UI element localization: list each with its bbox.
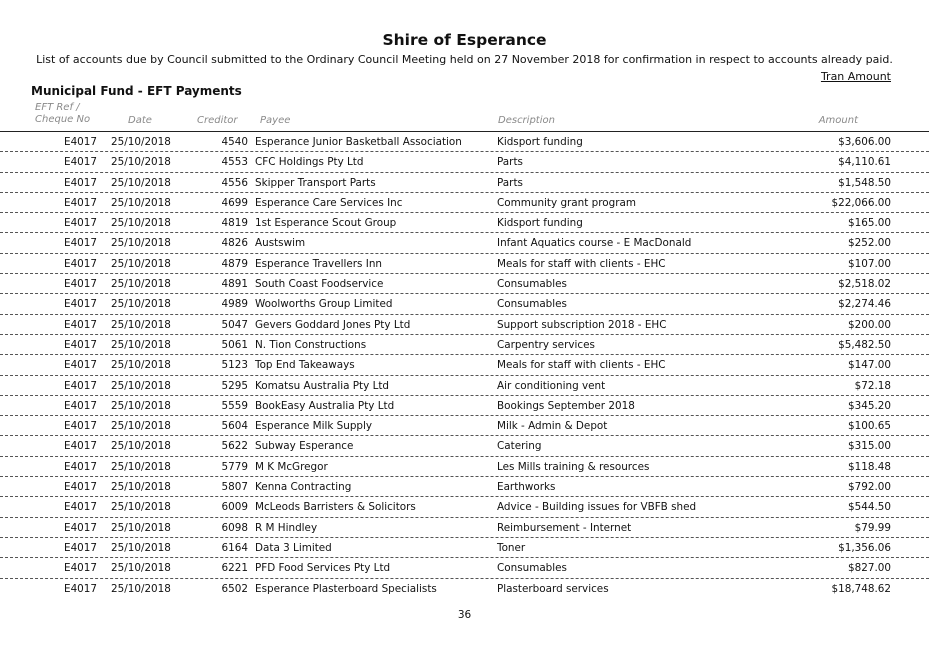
row-creditor: 4540 bbox=[221, 136, 248, 148]
row-ref: E4017 bbox=[64, 521, 98, 534]
row-date: 25/10/2018 bbox=[111, 237, 171, 250]
row-amount: $72.18 bbox=[854, 379, 891, 392]
table-row bbox=[0, 315, 929, 335]
row-date: 25/10/2018 bbox=[111, 521, 171, 534]
column-header-ref: EFT Ref / Cheque No bbox=[35, 102, 91, 125]
row-payee: BookEasy Australia Pty Ltd bbox=[255, 399, 395, 412]
row-payee: Austswim bbox=[255, 237, 306, 250]
row-description: Earthworks bbox=[497, 481, 556, 494]
row-description: Les Mills training & resources bbox=[497, 460, 650, 473]
row-description: Reimbursement - Internet bbox=[497, 521, 632, 534]
row-ref: E4017 bbox=[64, 359, 98, 372]
row-ref: E4017 bbox=[64, 237, 98, 250]
row-ref: E4017 bbox=[64, 541, 98, 554]
row-description: Parts bbox=[497, 156, 523, 169]
row-payee: Esperance Care Services Inc bbox=[255, 196, 403, 209]
row-payee: PFD Food Services Pty Ltd bbox=[255, 562, 391, 575]
table-row bbox=[0, 436, 929, 456]
row-date: 25/10/2018 bbox=[111, 278, 171, 291]
page-number: 36 bbox=[457, 609, 472, 621]
table-row bbox=[0, 173, 929, 193]
row-description: Support subscription 2018 - EHC bbox=[497, 318, 667, 331]
row-amount: $79.99 bbox=[854, 521, 891, 534]
row-creditor: 4891 bbox=[221, 278, 248, 291]
row-ref: E4017 bbox=[64, 318, 98, 331]
row-amount: $345.20 bbox=[848, 399, 891, 412]
row-creditor: 4826 bbox=[221, 237, 248, 250]
row-description: Air conditioning vent bbox=[497, 379, 606, 392]
row-amount: $3,606.00 bbox=[838, 136, 891, 148]
row-creditor: 5559 bbox=[221, 399, 248, 412]
table-row bbox=[0, 132, 929, 152]
row-amount: $792.00 bbox=[848, 481, 891, 494]
row-date: 25/10/2018 bbox=[111, 582, 171, 595]
row-payee: South Coast Foodservice bbox=[255, 278, 384, 291]
table-row bbox=[0, 579, 929, 598]
row-amount: $100.65 bbox=[848, 420, 891, 433]
row-payee: N. Tion Constructions bbox=[255, 338, 367, 351]
row-creditor: 4879 bbox=[221, 257, 248, 270]
tran-amount-label: Tran Amount bbox=[820, 70, 891, 83]
row-ref: E4017 bbox=[64, 217, 98, 230]
row-date: 25/10/2018 bbox=[111, 136, 171, 148]
table-row bbox=[0, 152, 929, 172]
table-row bbox=[0, 518, 929, 538]
row-ref: E4017 bbox=[64, 379, 98, 392]
row-amount: $1,548.50 bbox=[838, 176, 891, 189]
row-payee: Gevers Goddard Jones Pty Ltd bbox=[255, 318, 411, 331]
row-ref: E4017 bbox=[64, 440, 98, 453]
row-date: 25/10/2018 bbox=[111, 541, 171, 554]
row-amount: $5,482.50 bbox=[838, 338, 891, 351]
row-payee: M K McGregor bbox=[255, 460, 328, 473]
row-ref: E4017 bbox=[64, 420, 98, 433]
row-creditor: 5807 bbox=[221, 481, 248, 494]
column-header-date: Date bbox=[128, 115, 152, 126]
row-date: 25/10/2018 bbox=[111, 196, 171, 209]
payments-table-body bbox=[0, 132, 929, 598]
row-creditor: 4819 bbox=[221, 217, 248, 230]
row-date: 25/10/2018 bbox=[111, 338, 171, 351]
table-row bbox=[0, 477, 929, 497]
row-description: Infant Aquatics course - E MacDonald bbox=[497, 237, 692, 250]
row-date: 25/10/2018 bbox=[111, 420, 171, 433]
row-ref: E4017 bbox=[64, 501, 98, 514]
row-payee: Esperance Travellers Inn bbox=[255, 257, 382, 270]
row-ref: E4017 bbox=[64, 399, 98, 412]
row-description: Consumables bbox=[497, 562, 567, 575]
row-description: Advice - Building issues for VBFB shed bbox=[497, 501, 697, 514]
row-description: Consumables bbox=[497, 298, 567, 311]
row-creditor: 5295 bbox=[221, 379, 248, 392]
row-amount: $1,356.06 bbox=[838, 541, 891, 554]
row-amount: $107.00 bbox=[848, 257, 891, 270]
row-payee: CFC Holdings Pty Ltd bbox=[255, 156, 364, 169]
row-creditor: 5047 bbox=[221, 318, 248, 331]
row-date: 25/10/2018 bbox=[111, 156, 171, 169]
column-header-amount: Amount bbox=[818, 115, 858, 126]
row-payee: 1st Esperance Scout Group bbox=[255, 217, 397, 230]
row-description: Meals for staff with clients - EHC bbox=[497, 359, 666, 372]
table-row bbox=[0, 497, 929, 517]
row-date: 25/10/2018 bbox=[111, 298, 171, 311]
row-creditor: 4553 bbox=[221, 156, 248, 169]
row-date: 25/10/2018 bbox=[111, 176, 171, 189]
row-creditor: 6502 bbox=[221, 582, 248, 595]
table-row bbox=[0, 233, 929, 253]
row-description: Meals for staff with clients - EHC bbox=[497, 257, 666, 270]
table-row bbox=[0, 355, 929, 375]
row-creditor: 4989 bbox=[221, 298, 248, 311]
row-description: Parts bbox=[497, 176, 523, 189]
row-payee: Esperance Plasterboard Specialists bbox=[255, 582, 437, 595]
row-payee: Esperance Junior Basketball Association bbox=[255, 136, 462, 148]
table-row bbox=[0, 274, 929, 294]
row-payee: R M Hindley bbox=[255, 521, 318, 534]
table-header bbox=[0, 101, 929, 132]
column-header-description: Description bbox=[498, 115, 555, 126]
row-payee: Subway Esperance bbox=[255, 440, 354, 453]
row-payee: McLeods Barristers & Solicitors bbox=[255, 501, 416, 514]
row-description: Consumables bbox=[497, 278, 567, 291]
row-ref: E4017 bbox=[64, 196, 98, 209]
row-date: 25/10/2018 bbox=[111, 217, 171, 230]
column-header-creditor: Creditor bbox=[197, 115, 238, 126]
row-description: Bookings September 2018 bbox=[497, 399, 635, 412]
row-creditor: 5604 bbox=[221, 420, 248, 433]
table-row bbox=[0, 558, 929, 578]
row-creditor: 4699 bbox=[221, 196, 248, 209]
table-row bbox=[0, 538, 929, 558]
row-ref: E4017 bbox=[64, 582, 98, 595]
page-subtitle: List of accounts due by Council submitted to the Ordinary Council Meeting held on 27 November 2018 for confirmation in respect to accounts already paid. bbox=[36, 53, 893, 66]
row-description: Catering bbox=[497, 440, 542, 453]
row-description: Carpentry services bbox=[497, 338, 595, 351]
row-amount: $252.00 bbox=[848, 237, 891, 250]
table-row bbox=[0, 254, 929, 274]
row-amount: $118.48 bbox=[848, 460, 891, 473]
row-ref: E4017 bbox=[64, 460, 98, 473]
table-row bbox=[0, 396, 929, 416]
row-description: Community grant program bbox=[497, 196, 636, 209]
row-description: Milk - Admin & Depot bbox=[497, 420, 608, 433]
column-header-payee: Payee bbox=[260, 115, 291, 126]
row-date: 25/10/2018 bbox=[111, 562, 171, 575]
row-amount: $165.00 bbox=[848, 217, 891, 230]
table-row bbox=[0, 416, 929, 436]
table-row bbox=[0, 376, 929, 396]
row-creditor: 5779 bbox=[221, 460, 248, 473]
row-date: 25/10/2018 bbox=[111, 379, 171, 392]
row-amount: $2,274.46 bbox=[838, 298, 891, 311]
row-date: 25/10/2018 bbox=[111, 399, 171, 412]
row-creditor: 6098 bbox=[221, 521, 248, 534]
row-date: 25/10/2018 bbox=[111, 318, 171, 331]
row-payee: Kenna Contracting bbox=[255, 481, 352, 494]
row-amount: $2,518.02 bbox=[838, 278, 891, 291]
row-payee: Komatsu Australia Pty Ltd bbox=[255, 379, 390, 392]
row-description: Toner bbox=[497, 541, 526, 554]
row-ref: E4017 bbox=[64, 257, 98, 270]
row-date: 25/10/2018 bbox=[111, 460, 171, 473]
row-creditor: 5123 bbox=[221, 359, 248, 372]
row-amount: $315.00 bbox=[848, 440, 891, 453]
row-creditor: 5061 bbox=[221, 338, 248, 351]
row-ref: E4017 bbox=[64, 481, 98, 494]
row-amount: $147.00 bbox=[848, 359, 891, 372]
row-amount: $18,748.62 bbox=[831, 582, 891, 595]
table-row bbox=[0, 457, 929, 477]
row-amount: $22,066.00 bbox=[831, 196, 891, 209]
row-ref: E4017 bbox=[64, 338, 98, 351]
row-creditor: 6221 bbox=[221, 562, 248, 575]
row-description: Kidsport funding bbox=[497, 217, 583, 230]
row-creditor: 6009 bbox=[221, 501, 248, 514]
row-date: 25/10/2018 bbox=[111, 481, 171, 494]
row-creditor: 6164 bbox=[221, 541, 248, 554]
table-row bbox=[0, 294, 929, 314]
row-ref: E4017 bbox=[64, 278, 98, 291]
row-ref: E4017 bbox=[64, 562, 98, 575]
row-payee: Woolworths Group Limited bbox=[255, 298, 393, 311]
row-amount: $544.50 bbox=[848, 501, 891, 514]
table-row bbox=[0, 193, 929, 213]
section-title: Municipal Fund - EFT Payments bbox=[31, 84, 242, 98]
row-date: 25/10/2018 bbox=[111, 257, 171, 270]
row-payee: Data 3 Limited bbox=[255, 541, 332, 554]
row-ref: E4017 bbox=[64, 176, 98, 189]
table-row bbox=[0, 335, 929, 355]
row-payee: Top End Takeaways bbox=[255, 359, 355, 372]
row-amount: $827.00 bbox=[848, 562, 891, 575]
row-date: 25/10/2018 bbox=[111, 359, 171, 372]
row-amount: $4,110.61 bbox=[838, 156, 891, 169]
row-creditor: 5622 bbox=[221, 440, 248, 453]
row-date: 25/10/2018 bbox=[111, 501, 171, 514]
row-payee: Esperance Milk Supply bbox=[255, 420, 373, 433]
page-title: Shire of Esperance bbox=[382, 31, 547, 49]
row-ref: E4017 bbox=[64, 298, 98, 311]
row-description: Plasterboard services bbox=[497, 582, 609, 595]
row-payee: Skipper Transport Parts bbox=[255, 176, 376, 189]
row-ref: E4017 bbox=[64, 136, 98, 148]
row-creditor: 4556 bbox=[221, 176, 248, 189]
row-ref: E4017 bbox=[64, 156, 98, 169]
row-date: 25/10/2018 bbox=[111, 440, 171, 453]
row-amount: $200.00 bbox=[848, 318, 891, 331]
table-row bbox=[0, 213, 929, 233]
row-description: Kidsport funding bbox=[497, 136, 583, 148]
